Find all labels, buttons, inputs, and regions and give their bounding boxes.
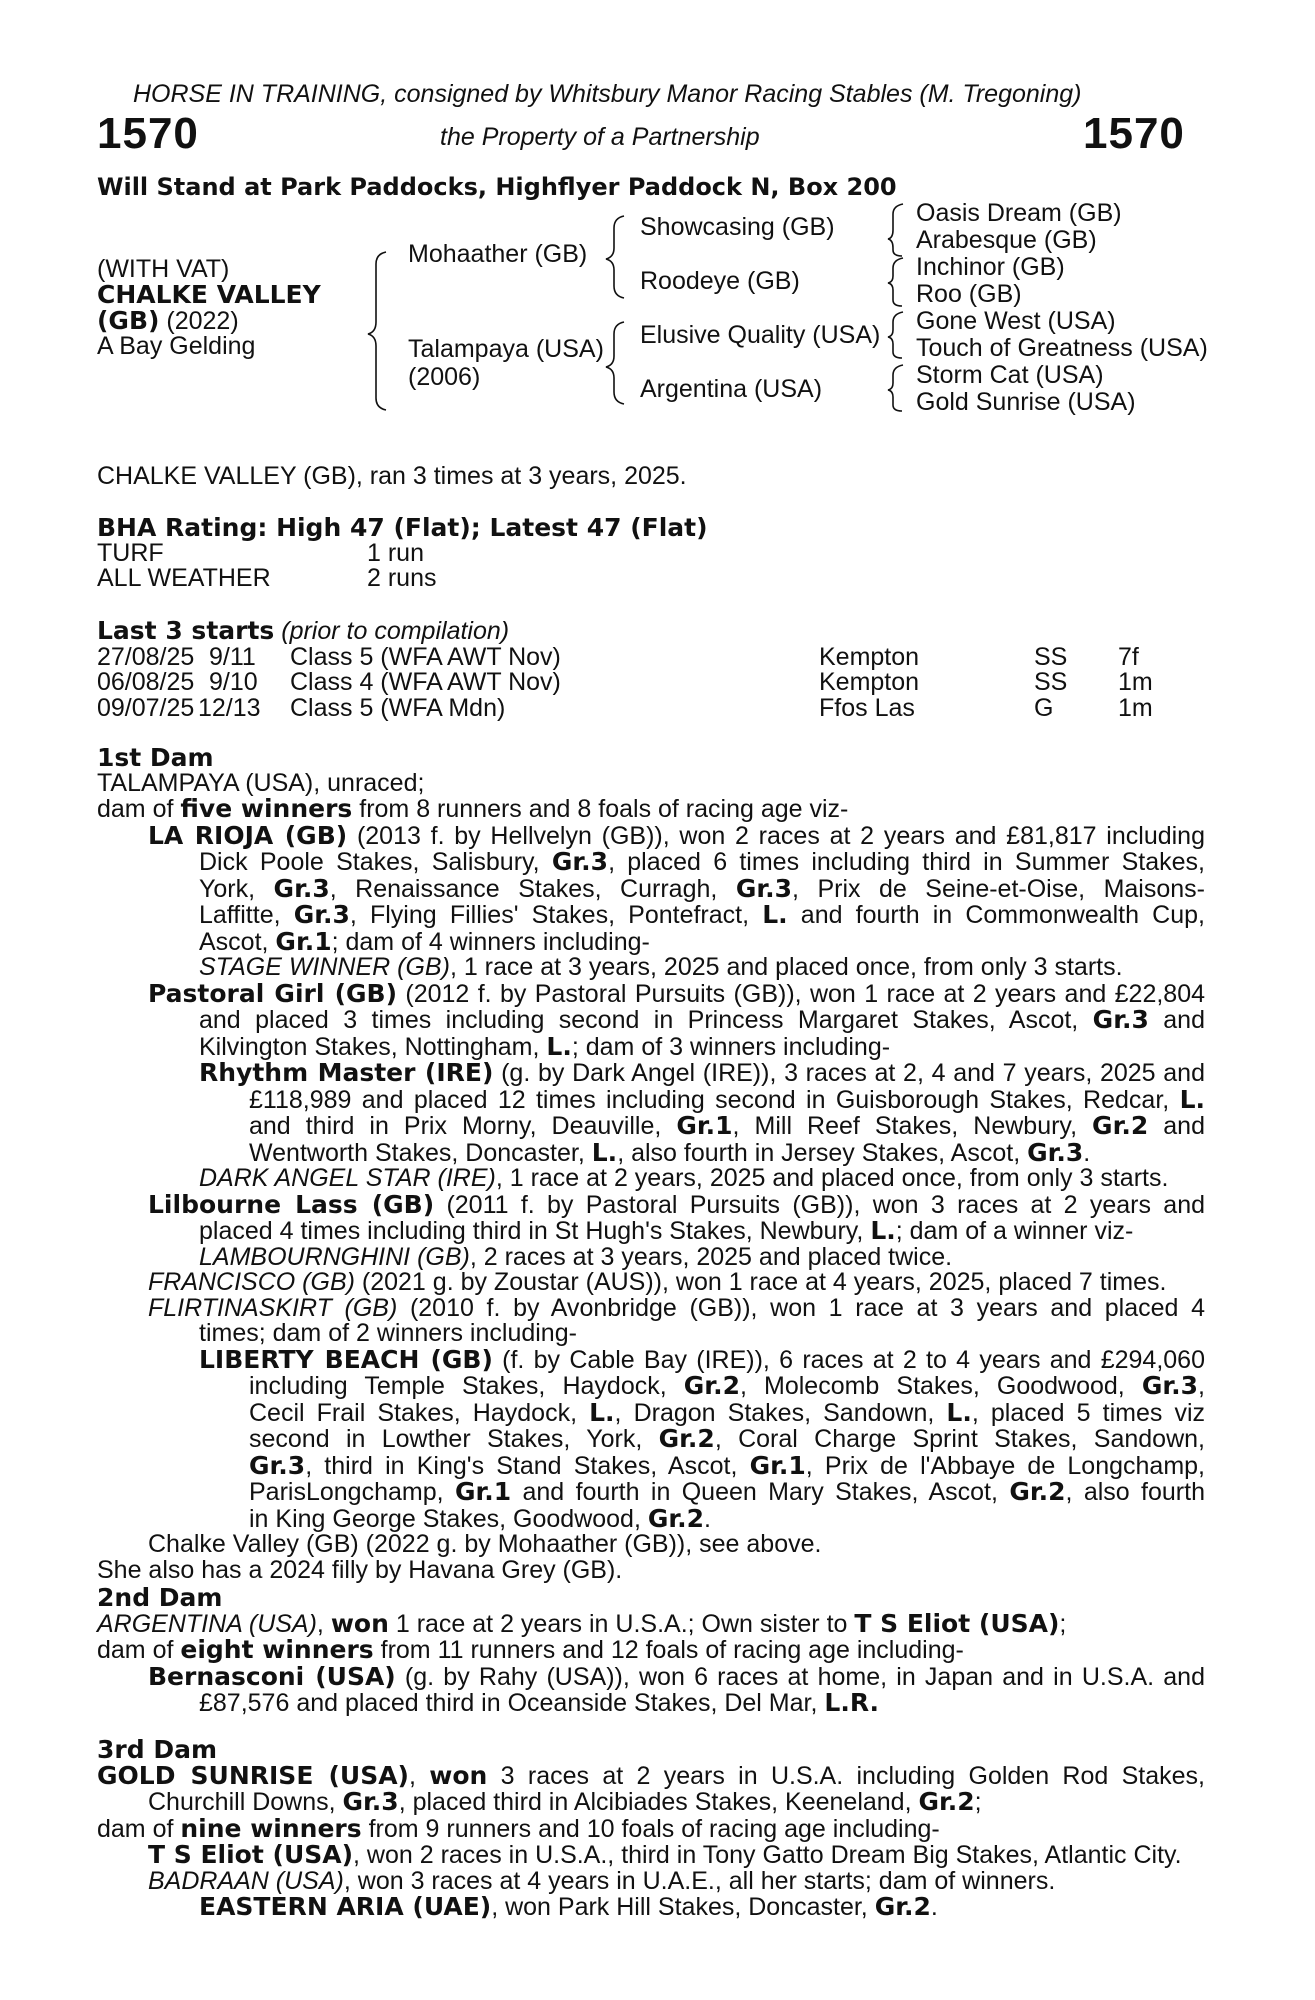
start-course: Ffos Las bbox=[819, 693, 915, 722]
liberty-beach-line: LIBERTY BEACH (GB) (f. by Cable Bay (IRE)), 6 races at 2 to 4 years and £294,060 bbox=[199, 1344, 1205, 1374]
eastern-aria-line: EASTERN ARIA (UAE), won Park Hill Stakes, Doncaster, Gr.2. bbox=[199, 1892, 938, 1921]
start-date: 06/08/25 bbox=[97, 668, 195, 696]
start-distance: 1m bbox=[1118, 668, 1153, 696]
start-race: Class 5 (WFA AWT Nov) bbox=[290, 642, 561, 671]
horse-description: A Bay Gelding bbox=[97, 332, 256, 360]
liberty-beach-line: including Temple Stakes, Haydock, Gr.2, Molecomb Stakes, Goodwood, Gr.3, bbox=[249, 1371, 1205, 1400]
third-dam-line: Churchill Downs, Gr.3, placed third in Alcibiades Stakes, Keeneland, Gr.2; bbox=[148, 1787, 982, 1816]
start-going: SS bbox=[1034, 668, 1068, 696]
second-dam-line: ARGENTINA (USA), won 1 race at 2 years in U.S.A.; Own sister to T S Eliot (USA); bbox=[97, 1608, 1067, 1638]
third-dam-line: GOLD SUNRISE (USA), won 3 races at 2 years in U.S.A. including Golden Rod Stakes, bbox=[97, 1760, 1205, 1790]
pedigree-sire-sire: Showcasing (GB) bbox=[640, 213, 835, 241]
pedigree-dam-sire: Elusive Quality (USA) bbox=[640, 321, 881, 349]
pedigree-g4: Roo (GB) bbox=[916, 280, 1022, 308]
vat-label: (WITH VAT) bbox=[97, 255, 230, 283]
start-date: 09/07/25 bbox=[97, 693, 195, 722]
liberty-beach-line: Cecil Frail Stakes, Haydock, L., Dragon Stakes, Sandown, L., placed 5 times viz bbox=[249, 1397, 1205, 1427]
horse-name: CHALKE VALLEY bbox=[97, 280, 321, 309]
last-starts-title: Last 3 starts bbox=[97, 616, 275, 645]
liberty-beach-line: ParisLongchamp, Gr.1 and fourth in Queen Mary Stakes, Ascot, Gr.2, also fourth bbox=[249, 1477, 1205, 1506]
rhythm-master-line: £118,989 and placed 12 times including second in Guisborough Stakes, Redcar, L. bbox=[249, 1084, 1205, 1114]
pedigree-g2: Arabesque (GB) bbox=[916, 226, 1097, 254]
la-rioja-line: York, Gr.3, Renaissance Stakes, Curragh, Gr.3, Prix de Seine-et-Oise, Maisons- bbox=[199, 873, 1205, 903]
pedigree-dam-dam: Argentina (USA) bbox=[640, 375, 823, 403]
lot-number-right: 1570 bbox=[1083, 109, 1185, 158]
second-dam-section bbox=[97, 1585, 1205, 1717]
pedigree-sire-dam: Roodeye (GB) bbox=[640, 267, 800, 295]
la-rioja-line: Dick Poole Stakes, Salisbury, Gr.3, placed 6 times including third in Summer Stakes, bbox=[199, 847, 1205, 876]
horse-suffix: (GB) bbox=[97, 306, 160, 335]
location-line: Will Stand at Park Paddocks, Highflyer Paddock N, Box 200 bbox=[97, 173, 897, 201]
first-dam-line: TALAMPAYA (USA), unraced; bbox=[97, 768, 425, 797]
start-going: G bbox=[1034, 693, 1054, 722]
la-rioja-line: LA RIOJA (GB) (2013 f. by Hellvelyn (GB)), won 2 races at 2 years and £81,817 including bbox=[148, 820, 1205, 850]
start-going: SS bbox=[1034, 642, 1068, 671]
flirtinaskirt-line: times; dam of 2 winners including- bbox=[199, 1319, 577, 1347]
third-dam-heading: 3rd Dam bbox=[97, 1735, 217, 1764]
start-position: 9/11 bbox=[209, 642, 256, 671]
rating-surface: TURF bbox=[97, 538, 164, 567]
pedigree-g8: Gold Sunrise (USA) bbox=[916, 388, 1136, 416]
liberty-beach-line: second in Lowther Stakes, York, Gr.2, Coral Charge Sprint Stakes, Sandown, bbox=[249, 1424, 1205, 1453]
rhythm-master-line: Rhythm Master (IRE) (g. by Dark Angel (IRE)), 3 races at 2, 4 and 7 years, 2025 and bbox=[199, 1058, 1205, 1087]
start-row bbox=[97, 693, 1205, 722]
consignment-line: HORSE IN TRAINING, consigned by Whitsbury Manor Racing Stables (M. Tregoning) bbox=[133, 80, 1082, 108]
start-distance: 1m bbox=[1118, 693, 1153, 722]
property-line: the Property of a Partnership bbox=[440, 123, 760, 151]
last-starts-heading bbox=[97, 618, 1205, 645]
last-starts-section bbox=[97, 618, 1205, 721]
filly-line: She also has a 2024 filly by Havana Grey (GB). bbox=[97, 1555, 623, 1584]
race-summary: CHALKE VALLEY (GB), ran 3 times at 3 years, 2025. bbox=[97, 462, 687, 490]
first-dam-summary: dam of five winners from 8 runners and 8 foals of racing age viz- bbox=[97, 794, 849, 823]
pedigree-g1: Oasis Dream (GB) bbox=[916, 199, 1122, 227]
rating-section bbox=[97, 515, 1205, 592]
second-dam-summary: dam of eight winners from 11 runners and 12 foals of racing age including- bbox=[97, 1635, 964, 1664]
rating-runs: 1 run bbox=[367, 538, 424, 567]
chalke-valley-line: Chalke Valley (GB) (2022 g. by Mohaather (GB)), see above. bbox=[148, 1530, 822, 1558]
third-dam-section bbox=[97, 1737, 1205, 1921]
start-course: Kempton bbox=[819, 668, 920, 696]
pedigree-g6: Touch of Greatness (USA) bbox=[916, 334, 1208, 362]
bernasconi-line: Bernasconi (USA) (g. by Rahy (USA)), won 6 races at home, in Japan and in U.S.A. and bbox=[148, 1661, 1205, 1691]
second-dam-heading: 2nd Dam bbox=[97, 1583, 223, 1612]
first-dam-section bbox=[97, 745, 1205, 1583]
start-distance: 7f bbox=[1118, 642, 1139, 671]
horse-year: (2022) bbox=[166, 307, 239, 335]
rating-surface: ALL WEATHER bbox=[97, 564, 271, 592]
start-race: Class 5 (WFA Mdn) bbox=[290, 693, 506, 722]
pedigree-g3: Inchinor (GB) bbox=[916, 253, 1065, 281]
rating-runs: 2 runs bbox=[367, 564, 437, 592]
pastoral-girl-line: and placed 3 times including second in Princess Margaret Stakes, Ascot, Gr.3 and bbox=[199, 1005, 1205, 1034]
start-race: Class 4 (WFA AWT Nov) bbox=[290, 668, 561, 696]
lot-number-left: 1570 bbox=[97, 109, 199, 158]
francisco-line: FRANCISCO (GB) (2021 g. by Zoustar (AUS)), won 1 race at 4 years, 2025, placed 7 times. bbox=[148, 1268, 1167, 1296]
start-course: Kempton bbox=[819, 642, 920, 671]
start-date: 27/08/25 bbox=[97, 642, 195, 671]
ts-eliot-line: T S Eliot (USA), won 2 races in U.S.A., third in Tony Gatto Dream Big Stakes, Atlantic City. bbox=[148, 1840, 1182, 1869]
pedigree-g5: Gone West (USA) bbox=[916, 307, 1116, 335]
rhythm-master-line: Wentworth Stakes, Doncaster, L., also fourth in Jersey Stakes, Ascot, Gr.3. bbox=[249, 1137, 1091, 1167]
rating-row bbox=[97, 538, 1205, 567]
pedigree-g7: Storm Cat (USA) bbox=[916, 361, 1104, 389]
pastoral-girl-line: Pastoral Girl (GB) (2012 f. by Pastoral Pursuits (GB)), won 1 race at 2 years and £22,804 bbox=[148, 978, 1206, 1008]
first-dam-heading: 1st Dam bbox=[97, 743, 214, 772]
liberty-beach-line: in King George Stakes, Goodwood, Gr.2. bbox=[249, 1503, 711, 1533]
pedigree-sire: Mohaather (GB) bbox=[408, 240, 588, 268]
badraan-line: BADRAAN (USA), won 3 races at 4 years in U.A.E., all her starts; dam of winners. bbox=[148, 1866, 1056, 1895]
lamborghini-line: LAMBOURNGHINI (GB), 2 races at 3 years, 2025 and placed twice. bbox=[199, 1242, 953, 1271]
rating-row bbox=[97, 566, 1205, 592]
rhythm-master-line: and third in Prix Morny, Deauville, Gr.1, Mill Reef Stakes, Newbury, Gr.2 and bbox=[249, 1111, 1205, 1140]
start-row bbox=[97, 642, 1205, 671]
rating-title: BHA Rating: High 47 (Flat); Latest 47 (Flat) bbox=[97, 513, 708, 542]
lilbourne-lass-line: placed 4 times including third in St Hugh's Stakes, Newbury, L.; dam of a winner viz- bbox=[199, 1216, 1134, 1245]
stage-winner-line: STAGE WINNER (GB), 1 race at 3 years, 2025 and placed once, from only 3 starts. bbox=[199, 953, 1123, 981]
liberty-beach-line: Gr.3, third in King's Stand Stakes, Ascot, Gr.1, Prix de l'Abbaye de Longchamp, bbox=[249, 1450, 1206, 1480]
start-position: 12/13 bbox=[198, 693, 261, 722]
start-row bbox=[97, 670, 1205, 696]
start-position: 9/10 bbox=[209, 668, 258, 696]
pastoral-girl-line: Kilvington Stakes, Nottingham, L.; dam of 3 winners including- bbox=[199, 1031, 891, 1061]
pedigree-dam-year: (2006) bbox=[408, 363, 481, 391]
bernasconi-line: £87,576 and placed third in Oceanside Stakes, Del Mar, L.R. bbox=[199, 1688, 880, 1717]
last-starts-note: (prior to compilation) bbox=[281, 617, 510, 645]
flirtinaskirt-line: FLIRTINASKIRT (GB) (2010 f. by Avonbridge (GB)), won 1 race at 3 years and placed 4 bbox=[148, 1293, 1206, 1322]
pedigree-dam: Talampaya (USA) bbox=[408, 335, 604, 363]
la-rioja-line: Ascot, Gr.1; dam of 4 winners including- bbox=[199, 926, 650, 956]
la-rioja-line: Laffitte, Gr.3, Flying Fillies' Stakes, Pontefract, L. and fourth in Commonwealth Cup, bbox=[199, 900, 1205, 929]
lilbourne-lass-line: Lilbourne Lass (GB) (2011 f. by Pastoral Pursuits (GB)), won 3 races at 2 years and bbox=[148, 1189, 1206, 1219]
dark-angel-star-line: DARK ANGEL STAR (IRE), 1 race at 2 years, 2025 and placed once, from only 3 starts. bbox=[199, 1164, 1169, 1192]
third-dam-summary: dam of nine winners from 9 runners and 10 foals of racing age including- bbox=[97, 1813, 940, 1843]
